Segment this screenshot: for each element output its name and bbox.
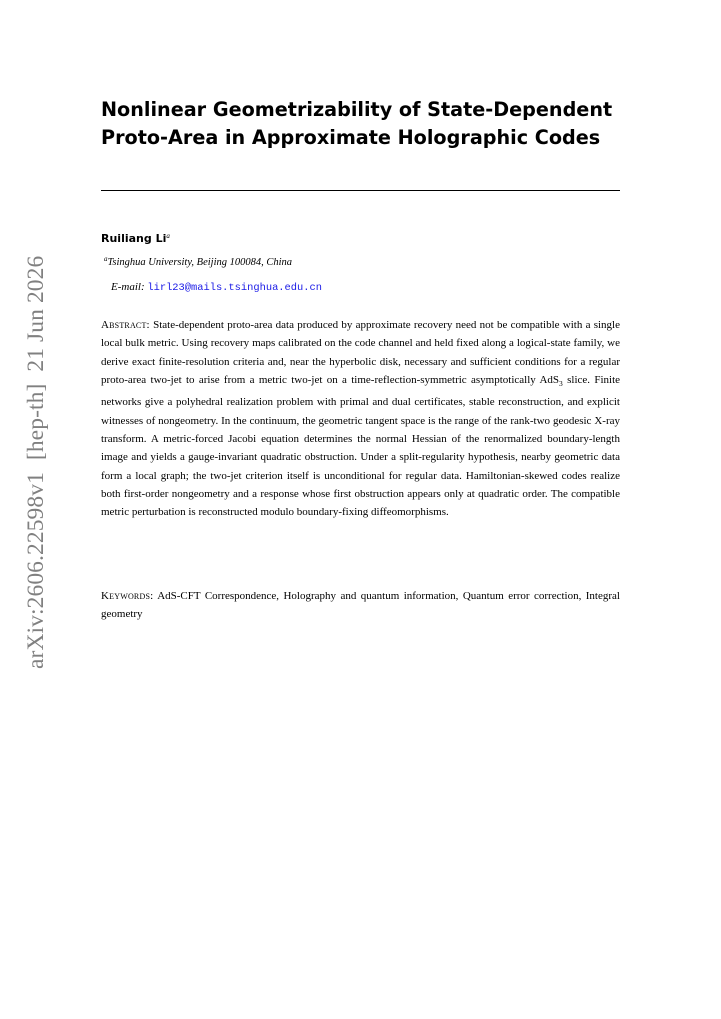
abstract-subscript: 3: [559, 379, 563, 389]
keywords-paragraph: [101, 587, 620, 624]
email-label: E-mail:: [111, 281, 145, 293]
affiliation-text: Tsinghua University, Beijing 100084, China: [107, 257, 293, 268]
keywords-label: Keywords:: [101, 590, 154, 602]
arxiv-identifier-stamp: arXiv:2606.22598v1 [hep-th] 21 Jun 2026: [23, 255, 49, 669]
abstract-label: Abstract:: [101, 319, 150, 331]
title-divider: [101, 190, 620, 191]
abstract-text-continued: slice. Finite networks give a polyhedral realization problem with primal and dual certificates, stable reconstruction, and explicit witnesses of nongeometry. In the continuum, the geometric tangent space is the range of the rank-two geodesic X-ray transform. A metric-forced Jacobi equation determines the normal Hessian of the renormalized boundary-length image and yields a gauge-invariant quadratic obstruction. Under a split-regularity hypothesis, nearby geometric data form a local graph; the two-jet criterion itself is unconditional for regular data. Hamiltonian-skewed codes realize both first-order nongeometry and a response whose first obstruction appears only at quadratic order. The compatible metric perturbation is reconstructed modulo boundary-fixing diffeomorphisms.: [101, 373, 621, 519]
paper-title: [101, 96, 641, 152]
affiliation-mark: a: [104, 255, 108, 263]
paper-title-line-1: Nonlinear Geometrizability of State-Dependent: [101, 98, 613, 121]
author-name: Ruiliang Li: [101, 232, 167, 245]
email-address-link[interactable]: lirl23@mails.tsinghua.edu.cn: [147, 282, 322, 294]
affiliation-line: [104, 256, 292, 270]
author-line: [101, 232, 170, 246]
abstract-text: State-dependent proto-area data produced by approximate recovery need not be compatible with a single local bulk metric. Using recovery maps calibrated on the code channel and held fixed along a logical-state family, we derive exact finite-resolution criteria and, near the hyperbolic disk, necessary and sufficient conditions for a regular proto-area two-jet to arise from a metric two-jet on a time-reflection-symmetric asymptotically AdS: [101, 319, 621, 386]
paper-title-line-2: Proto-Area in Approximate Holographic Codes: [101, 126, 601, 149]
contact-email-line: [111, 280, 322, 295]
abstract-paragraph: [101, 316, 620, 521]
keywords-text: AdS-CFT Correspondence, Holography and quantum information, Quantum error correction, Integral geometry: [101, 590, 620, 621]
author-affiliation-mark: a: [166, 232, 170, 240]
